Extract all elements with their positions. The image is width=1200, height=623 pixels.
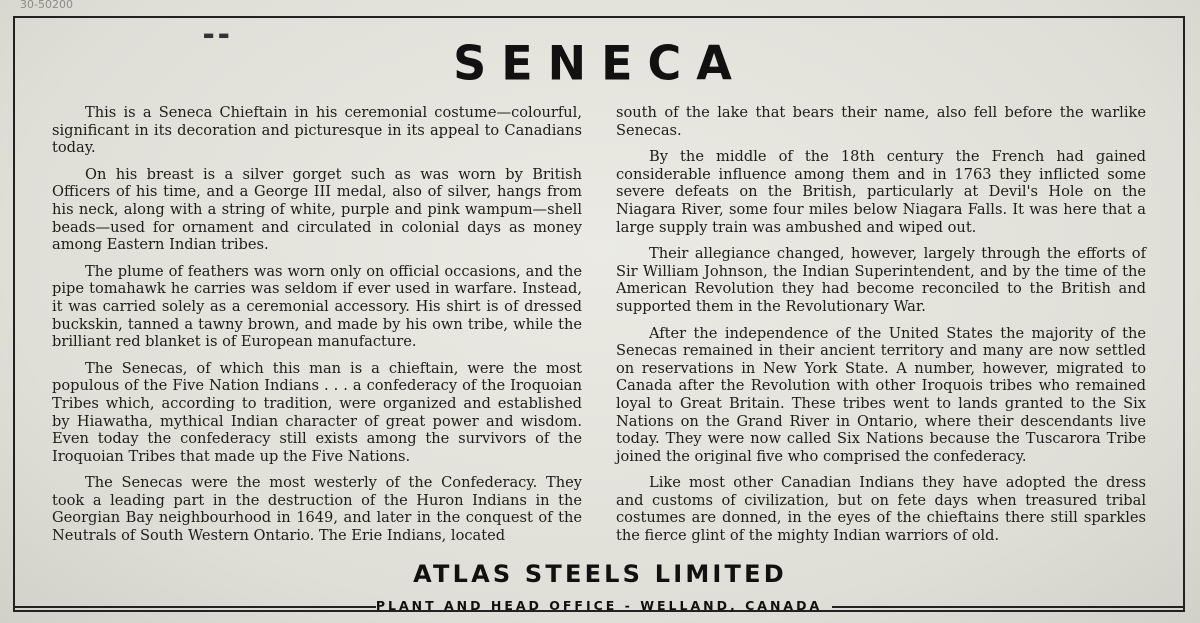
paragraph: south of the lake that bears their name, also fell before the warlike Senecas. <box>616 104 1146 139</box>
right-column <box>616 104 1146 554</box>
company-address: PLANT AND HEAD OFFICE - WELLAND, CANADA <box>375 598 823 613</box>
paragraph: This is a Seneca Chieftain in his ceremonial costume—colourful, significant in its decoration and picturesque in its appeal to Canadians today. <box>52 104 582 157</box>
paragraph: By the middle of the 18th century the French had gained considerable influence among them and in 1763 they inflicted some severe defeats on the British, particularly at Devil's Hole on the Niagara River, some four miles below Niagara Falls. It was here that a large supply train was ambushed and wiped out. <box>616 148 1146 236</box>
company-name: ATLAS STEELS LIMITED <box>413 560 787 588</box>
paragraph: After the independence of the United States the majority of the Senecas remained in their ancient territory and many are now settled on reservations in New York State. A number, however, migrated to Canada after the Revolution with other Iroquois tribes who remained loyal to Great Britain. These tribes went to lands granted to the Six Nations on the Grand River in Ontario, where their descendants live today. They were now called Six Nations because the Tuscarora Tribe joined the original five who comprised the confederacy. <box>616 324 1146 465</box>
divider-right <box>832 606 1185 608</box>
archive-number: 30-50200 <box>20 0 73 11</box>
left-column <box>52 104 582 554</box>
paragraph: Their allegiance changed, however, largely through the efforts of Sir William Johnson, the Indian Superintendent, and by the time of the American Revolution they had become reconciled to the British and supported them in the Revolutionary War. <box>616 245 1146 315</box>
ink-mark: ▬ ▬ <box>203 28 230 42</box>
address-row <box>13 598 1185 614</box>
paragraph: Like most other Canadian Indians they have adopted the dress and customs of civilization, but on fete days when treasured tribal costumes are donned, in the eyes of the chieftains there still sparkles the fierce glint of the mighty Indian warriors of old. <box>616 474 1146 545</box>
paragraph: On his breast is a silver gorget such as was worn by British Officers of his time, and a George III medal, also of silver, hangs from his neck, along with a string of white, purple and pink wampum—shell beads—used for ornament and circulated in colonial days as money among Eastern Indian tribes. <box>52 165 582 254</box>
paragraph: The Senecas, of which this man is a chieftain, were the most populous of the Five Nation Indians . . . a confederacy of the Iroquoian Tribes which, according to tradition, were organized and established by Hiawatha, mythical Indian character of great power and wisdom. Even today the confederacy still exists among the survivors of the Iroquoian Tribes that made up the Five Nations. <box>52 359 582 465</box>
page-title: SENECA <box>453 35 747 91</box>
paragraph: The Senecas were the most westerly of the Confederacy. They took a leading part in the destruction of the Huron Indians in the Georgian Bay neighbourhood in 1649, and later in the conquest of the Neutrals of South Western Ontario. The Erie Indians, located <box>52 474 582 545</box>
paragraph: The plume of feathers was worn only on official occasions, and the pipe tomahawk he carries was seldom if ever used in warfare. Instead, it was carried solely as a ceremonial accessory. His shirt is of dressed buckskin, tanned a tawny brown, and made by his own tribe, while the brilliant red blanket is of European manufacture. <box>52 262 582 351</box>
